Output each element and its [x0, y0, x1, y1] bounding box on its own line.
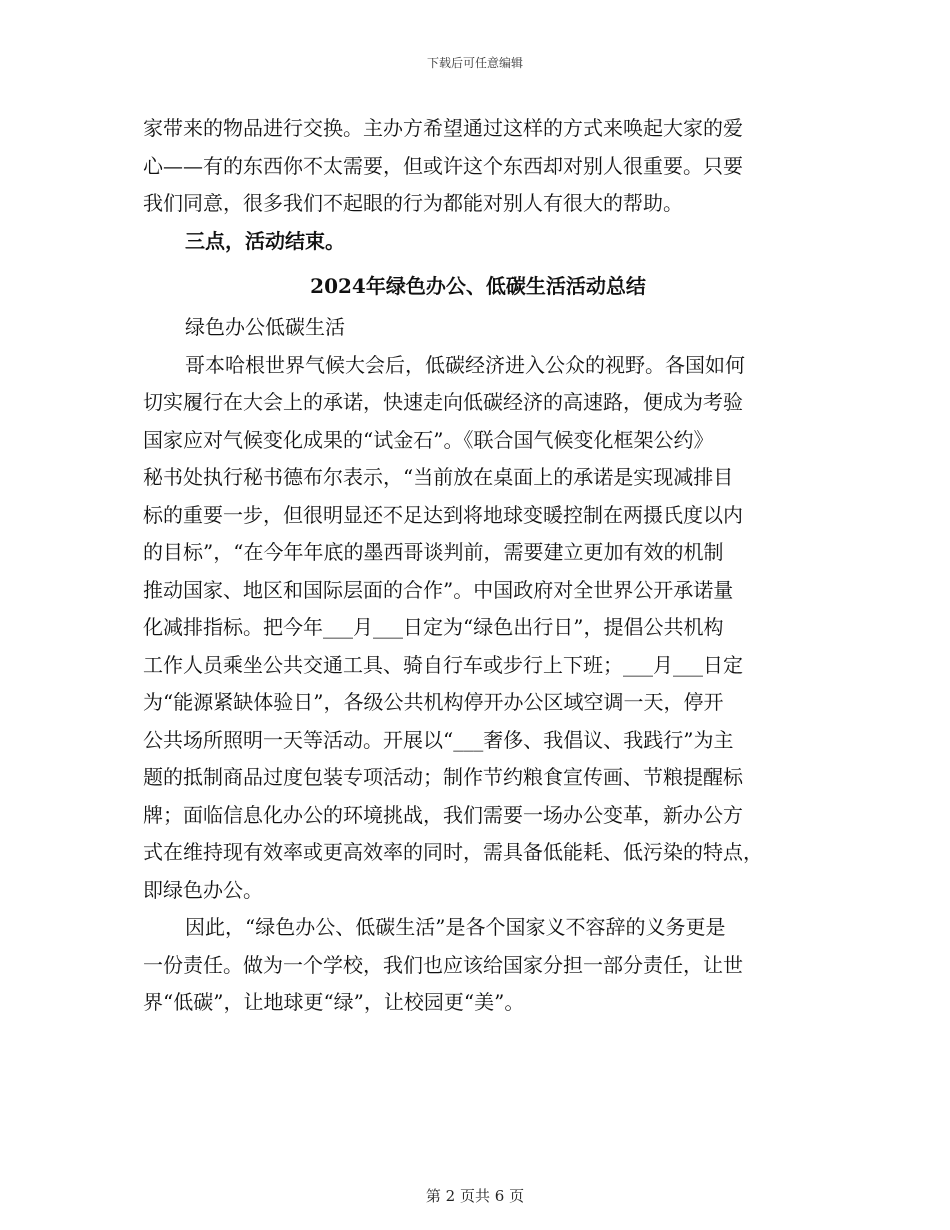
paragraph-line: 牌；面临信息化办公的环境挑战，我们需要一场办公变革，新办公方: [143, 802, 743, 827]
paragraph-line: 一份责任。做为一个学校，我们也应该给国家分担一部分责任，让世: [143, 952, 743, 977]
paragraph-line: 秘书处执行秘书德布尔表示，“当前放在桌面上的承诺是实现减排目: [143, 465, 734, 489]
paragraph-line: 即绿色办公。: [143, 877, 263, 902]
activity-end-note: 三点，活动结束。: [185, 228, 345, 253]
paragraph-line: 推动国家、地区和国际层面的合作”。中国政府对全世界公开承诺量: [143, 577, 734, 602]
paragraph-line: 的目标”，“在今年年底的墨西哥谈判前，需要建立更加有效的机制: [143, 540, 724, 564]
paragraph-line: 题的抵制商品过度包装专项活动；制作节约粮食宣传画、节粮提醒标: [143, 765, 743, 789]
paragraph-line: 切实履行在大会上的承诺，快速走向低碳经济的高速路，便成为考验: [143, 390, 743, 414]
paragraph-1: [143, 347, 813, 910]
paragraph-line: 界“低碳”，让地球更“绿”，让校园更“美”。: [143, 990, 525, 1014]
intro-line-1: 家带来的物品进行交换。主办方希望通过这样的方式来唤起大家的爱: [143, 116, 743, 140]
paragraph-line: 标的重要一步，但很明显还不足达到将地球变暖控制在两摄氏度以内: [143, 502, 743, 527]
paragraph-line: 公共场所照明一天等活动。开展以“___奢侈、我倡议、我践行”为主: [143, 727, 734, 752]
intro-line-3: 我们同意，很多我们不起眼的行为都能对别人有很大的帮助。: [143, 191, 683, 215]
paragraph-2: [143, 909, 813, 1022]
paragraph-line: 化减排指标。把今年___月___日定为“绿色出行日”，提倡公共机构: [143, 615, 724, 639]
paragraph-line: 因此，“绿色办公、低碳生活”是各个国家义不容辞的义务更是: [185, 915, 726, 939]
paragraph-line: 式在维持现有效率或更高效率的同时，需具备低能耗、低污染的特点，: [143, 840, 763, 864]
section-subtitle: 绿色办公低碳生活: [185, 315, 345, 339]
paragraph-line: 哥本哈根世界气候大会后，低碳经济进入公众的视野。各国如何: [185, 352, 745, 377]
page-footer: 第 2 页共 6 页: [425, 1187, 525, 1205]
paragraph-line: 工作人员乘坐公共交通工具、骑自行车或步行上下班；___月___日定: [143, 652, 743, 677]
intro-line-2: 心——有的东西你不太需要，但或许这个东西却对别人很重要。只要: [143, 153, 743, 178]
paragraph-line: 为“能源紧缺体验日”，各级公共机构停开办公区域空调一天，停开: [143, 690, 724, 714]
page-header: 下载后可任意编辑: [426, 56, 523, 70]
document-title: 2024年绿色办公、低碳生活活动总结: [310, 274, 646, 298]
paragraph-line: 国家应对气候变化成果的“试金石”。《联合国气候变化框架公约》: [143, 427, 714, 452]
document-body: [143, 110, 813, 1022]
